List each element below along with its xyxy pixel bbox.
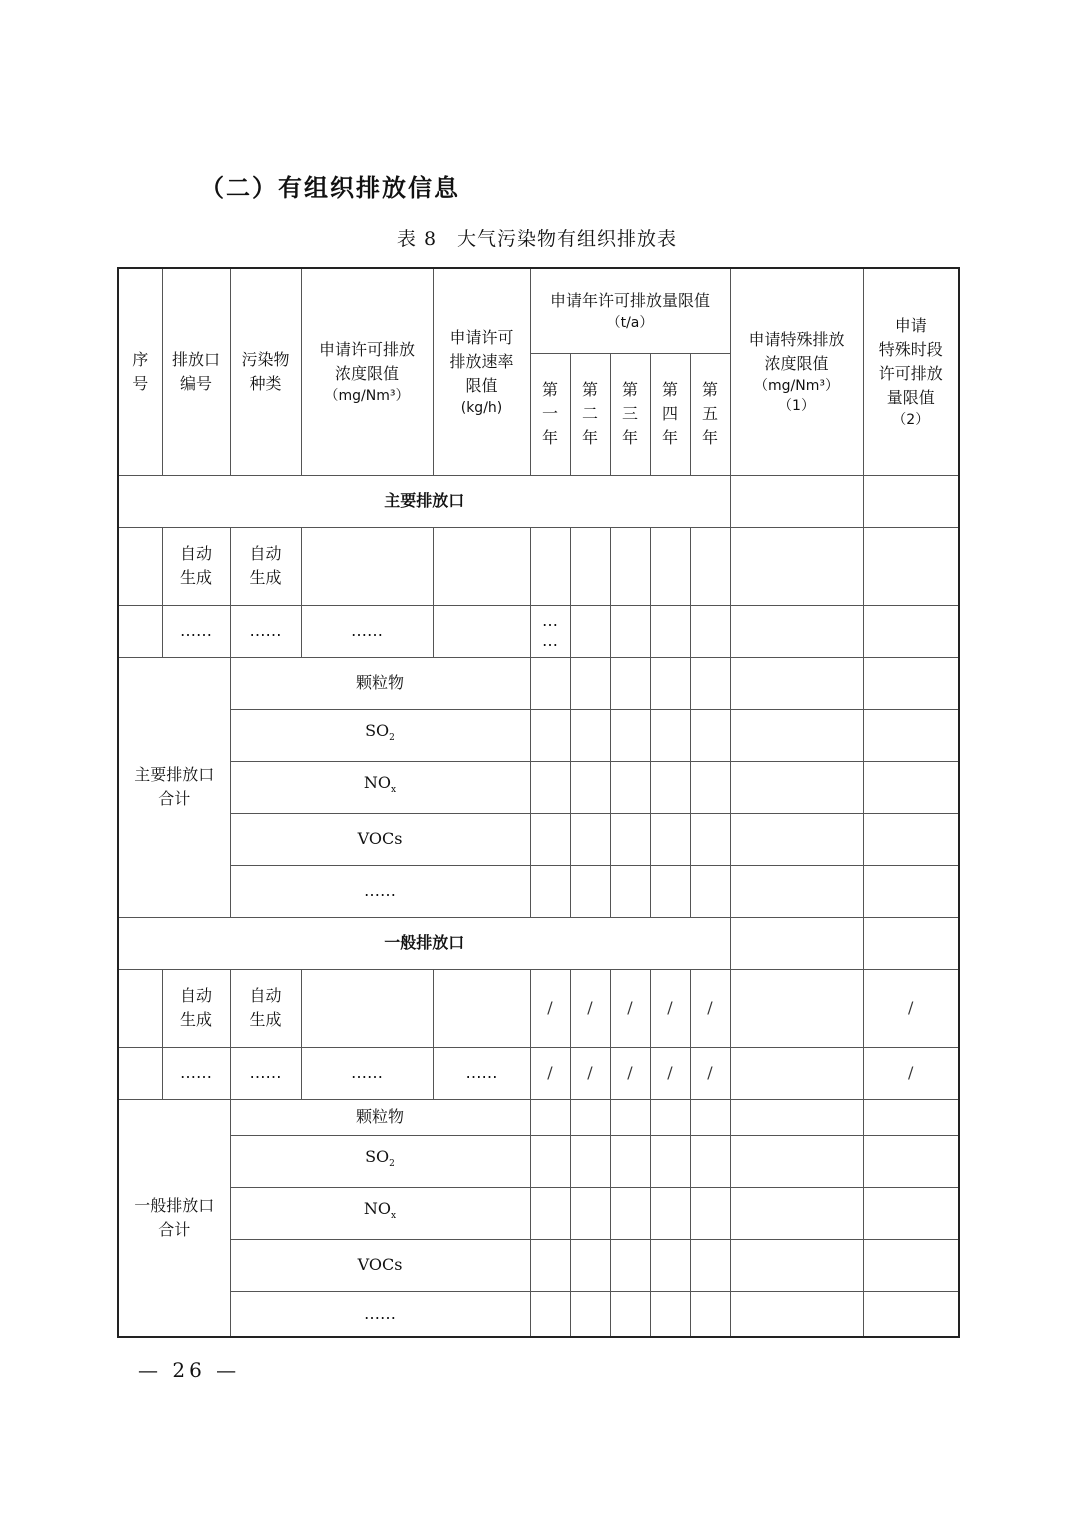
page-number: — 26 — <box>138 1358 241 1382</box>
main-total-particulate: 颗粒物 <box>230 657 530 709</box>
table-caption: 表 8 大气污染物有组织排放表 <box>396 228 678 250</box>
general-auto-outlet: 自动 生成 <box>162 969 230 1047</box>
slash-cell: / <box>690 1047 730 1099</box>
general-total-particulate: 颗粒物 <box>230 1099 530 1135</box>
general-section-label: 一般排放口 <box>118 917 730 969</box>
table-row <box>118 1047 959 1099</box>
slash-cell: / <box>530 969 570 1047</box>
header-outlet-no: 排放口 编号 <box>162 268 230 475</box>
slash-cell: / <box>650 1047 690 1099</box>
header-conc-limit: 申请许可排放 浓度限值 （mg/Nm³） <box>301 268 433 475</box>
header-year-5: 第 五 年 <box>690 353 730 475</box>
main-total-ellipsis: …… <box>230 865 530 917</box>
general-ellipsis-conc: …… <box>301 1047 433 1099</box>
general-total-nox: $NO_x$ <box>230 1187 530 1239</box>
header-pollutant: 污染物 种类 <box>230 268 301 475</box>
header-year-2: 第 二 年 <box>570 353 610 475</box>
main-total-nox: $NO_x$ <box>230 761 530 813</box>
header-rate-limit: 申请许可 排放速率 限值 (kg/h) <box>433 268 530 475</box>
main-ellipsis-year1: … … <box>530 605 570 657</box>
slash-cell: / <box>863 1047 959 1099</box>
table-row <box>118 969 959 1047</box>
table-row <box>118 527 959 605</box>
header-annual-limit: 申请年许可排放量限值 （t/a） <box>530 268 730 353</box>
main-total-vocs: VOCs <box>230 813 530 865</box>
main-ellipsis-conc: …… <box>301 605 433 657</box>
main-ellipsis-pollutant: …… <box>230 605 301 657</box>
main-ellipsis-outlet: …… <box>162 605 230 657</box>
header-year-3: 第 三 年 <box>610 353 650 475</box>
slash-cell: / <box>570 1047 610 1099</box>
main-auto-pollutant: 自动 生成 <box>230 527 301 605</box>
slash-cell: / <box>530 1047 570 1099</box>
table-row <box>118 605 959 657</box>
main-section-label: 主要排放口 <box>118 475 730 527</box>
header-special-period: 申请 特殊时段 许可排放 量限值 （2） <box>863 268 959 475</box>
general-total-label: 一般排放口 合计 <box>118 1099 230 1337</box>
main-total-so2: $SO_2$ <box>230 709 530 761</box>
general-ellipsis-outlet: …… <box>162 1047 230 1099</box>
header-year-4: 第 四 年 <box>650 353 690 475</box>
header-year-1: 第 一 年 <box>530 353 570 475</box>
slash-cell: / <box>690 969 730 1047</box>
slash-cell: / <box>650 969 690 1047</box>
slash-cell: / <box>610 1047 650 1099</box>
header-seq: 序 号 <box>118 268 162 475</box>
header-special-conc: 申请特殊排放 浓度限值 （mg/Nm³） （1） <box>730 268 863 475</box>
slash-cell: / <box>610 969 650 1047</box>
general-total-so2: $SO_2$ <box>230 1135 530 1187</box>
main-auto-outlet: 自动 生成 <box>162 527 230 605</box>
emission-table <box>117 267 960 1338</box>
general-auto-pollutant: 自动 生成 <box>230 969 301 1047</box>
section-title: （二）有组织排放信息 <box>200 173 460 202</box>
general-ellipsis-rate: …… <box>433 1047 530 1099</box>
general-total-vocs: VOCs <box>230 1239 530 1291</box>
general-ellipsis-pollutant: …… <box>230 1047 301 1099</box>
general-total-ellipsis: …… <box>230 1291 530 1337</box>
main-total-label: 主要排放口 合计 <box>118 657 230 917</box>
slash-cell: / <box>863 969 959 1047</box>
slash-cell: / <box>570 969 610 1047</box>
